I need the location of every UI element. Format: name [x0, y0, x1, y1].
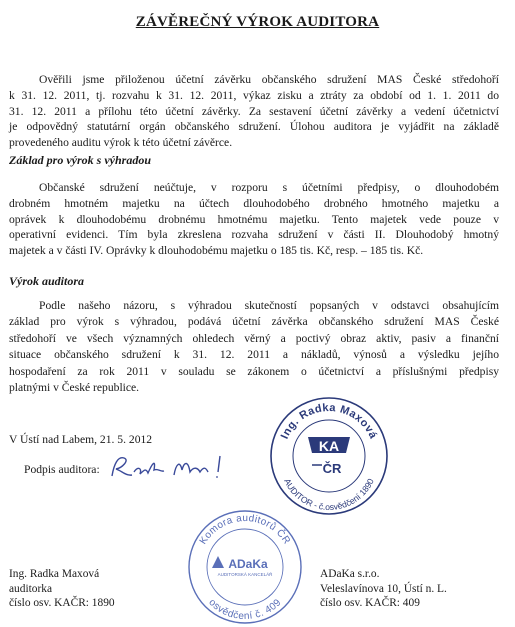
auditor-role: auditorka [9, 582, 53, 595]
firm-block [320, 567, 447, 611]
firm-address: Veleslavínova 10, Ústí n. L. [320, 582, 447, 595]
stamp-firm-top-text: Komora auditorů ČR [197, 512, 293, 547]
text-line: operativní evidenci. Tím byla zkreslena rozvaha sdružení v části II. Dlouhodobý hmotný [9, 228, 499, 242]
intro-paragraph [9, 72, 499, 151]
svg-text:Komora auditorů ČR [198, 513, 292, 547]
heading-opinion: Výrok auditora [9, 274, 85, 288]
basis-paragraph [9, 180, 499, 259]
adaka-logo-icon [212, 556, 273, 577]
auditor-block [9, 567, 115, 611]
stamp-logo-bottom: ČR [322, 461, 342, 476]
stamp-firm-logo: ADaKa [228, 557, 268, 571]
opinion-paragraph [9, 298, 499, 396]
text-line: k 31. 12. 2011, tj. rozvahu k 31. 12. 2011, výkaz zisku a ztráty za období od 1. 1. 2011 do [9, 88, 499, 102]
text-line: Ověřili jsme přiloženou účetní závěrku občanského sdružení MAS České středohoří [39, 73, 499, 86]
firm-name: ADaKa s.r.o. [320, 568, 380, 580]
stamp-logo-top: KA [318, 438, 340, 454]
text-line: Občanské sdružení neúčtuje, v rozporu s účetními předpisy, o dlouhodobém [39, 181, 499, 194]
text-line: je odpovědný statutární orgán občanského sdružení. Úlohou auditora je vyjádřit na základě [9, 120, 499, 134]
firm-stamp [186, 508, 304, 626]
text-line: situace občanského sdružení k 31. 12. 2011 a nákladů, výnosů a výsledku jejího [9, 348, 499, 362]
stamp-firm-bottom-text: osvědčení č. 409 [206, 597, 284, 623]
text-line: provedeného auditu výrok k této účetní závěrce. [9, 136, 233, 150]
text-line: platnými v České republice. [9, 381, 140, 395]
document-title: ZÁVĚREČNÝ VÝROK AUDITORA [135, 14, 380, 30]
text-line: Podle našeho názoru, s výhradou skutečností popsaných v odstavci obsahujícím [39, 299, 499, 312]
stamp-personal-top-text: Ing. Radka Maxová [278, 401, 380, 441]
text-line: oprávek k dlouhodobému drobnému hmotnému majetku. Tento majetek vede pouze v [9, 212, 499, 226]
auditor-stamp [268, 395, 390, 517]
stamp-personal-bottom-text: AUDITOR - č.osvědčení 1890 [282, 476, 376, 513]
text-line: 31. 12. 2011 a přílohu této účetní závěrky. Za sestavení účetní závěrky a vedení účetnictví [9, 104, 499, 118]
auditor-signature [108, 450, 248, 486]
text-line: hospodaření za rok 2011 v souladu se zákonem o účetnictví a příslušnými předpisy [9, 364, 499, 378]
text-line: základ pro výrok s výhradou, podává účetní závěrka občanského sdružení MAS České [9, 315, 499, 329]
place-date: V Ústí nad Labem, 21. 5. 2012 [9, 433, 153, 446]
text-line: majetek a v části IV. Oprávky k dlouhodobému majetku o 185 tis. Kč, resp. – 185 tis. Kč. [9, 244, 424, 258]
auditor-name: Ing. Radka Maxová [9, 568, 100, 580]
svg-text:Ing. Radka Maxová [279, 402, 380, 441]
signature-label: Podpis auditora: [24, 463, 100, 476]
svg-text:osvědčení č. 409 [206, 597, 283, 622]
text-line: drobném hmotném majetku na účtech dlouhodobého drobného hmotného majetku a [9, 196, 499, 210]
auditor-license: číslo osv. KAČR: 1890 [9, 597, 115, 610]
svg-text:AUDITOR - č.osvědčení 1890 [282, 477, 376, 512]
text-line: středohoří ve všech významných ohledech věrný a poctivý obraz aktiv, pasiv a finanční [9, 331, 499, 345]
heading-basis: Základ pro výrok s výhradou [9, 153, 151, 167]
kacr-logo-icon [308, 437, 350, 476]
stamp-firm-logo-sub: AUDITORSKÁ KANCELÁŘ [217, 572, 273, 577]
firm-license: číslo osv. KAČR: 409 [320, 597, 420, 610]
